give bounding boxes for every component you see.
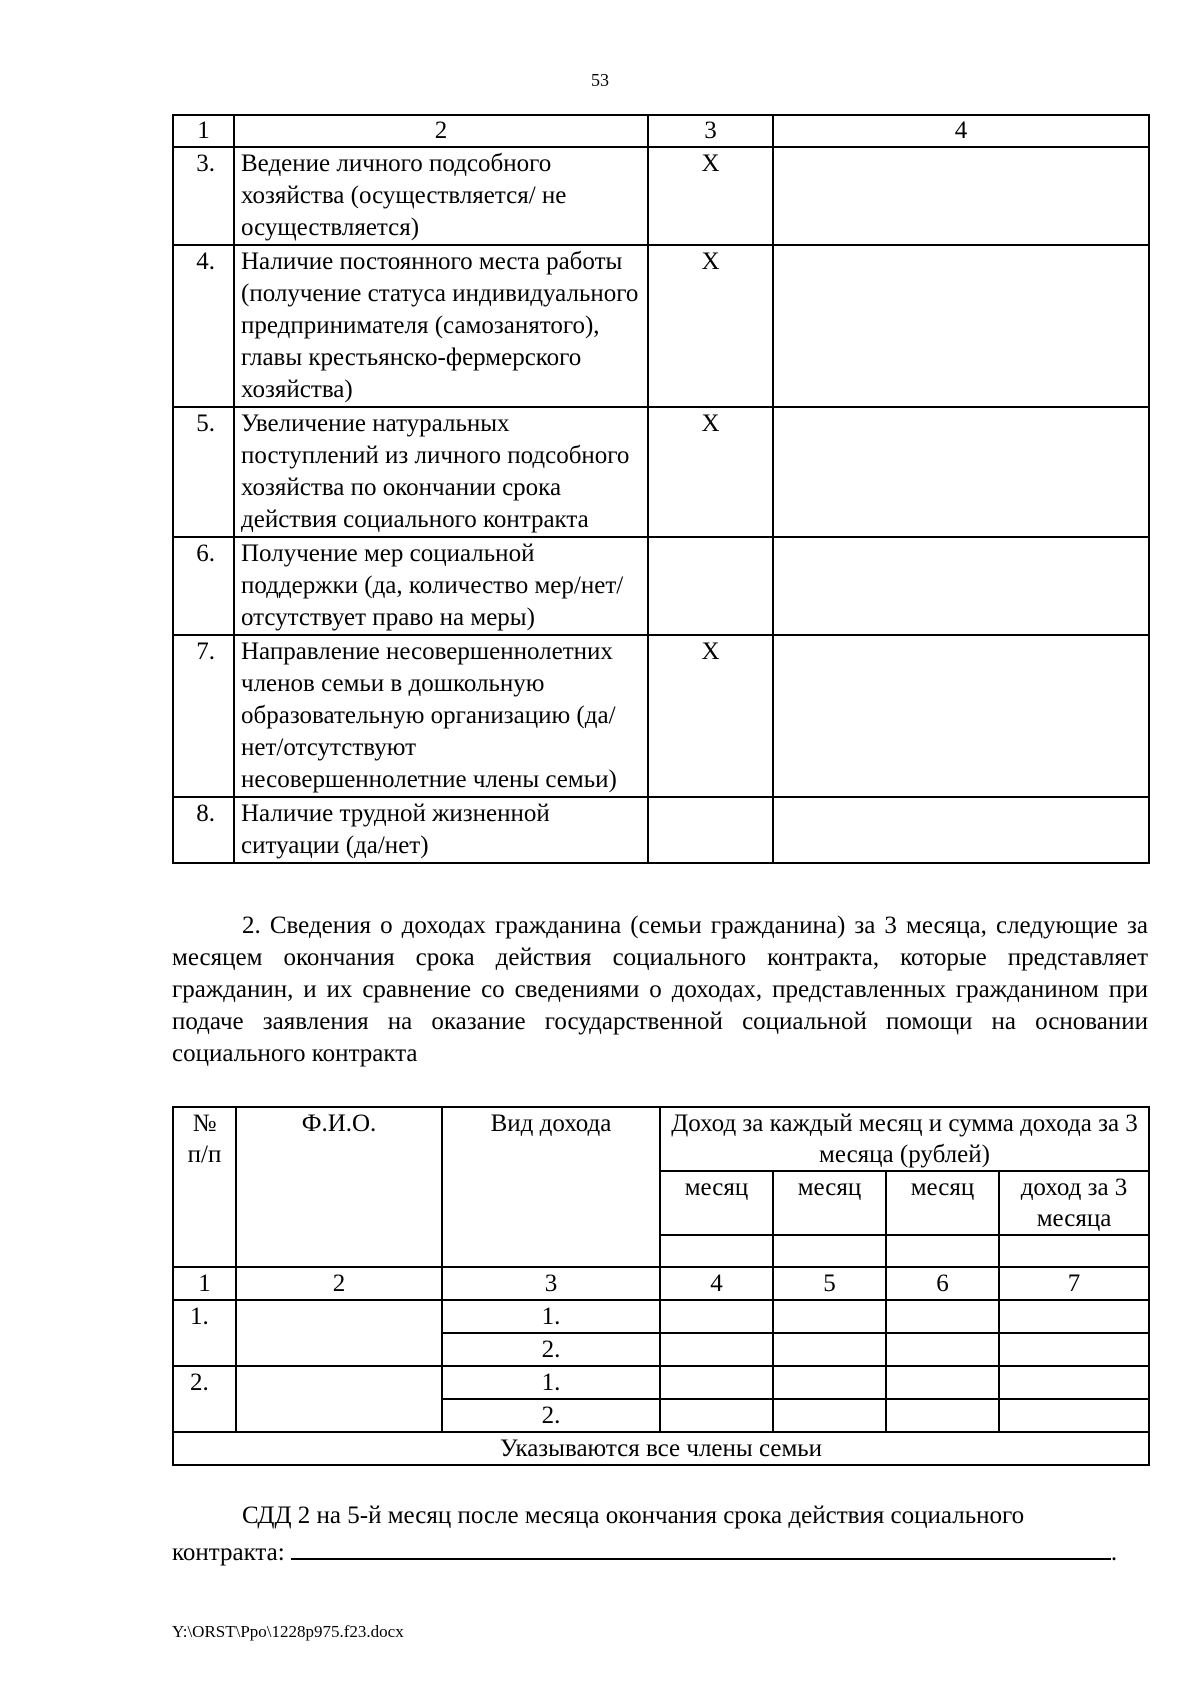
row-number: 4. xyxy=(173,245,234,407)
income-cell xyxy=(886,1333,999,1366)
header-month-2: месяц xyxy=(773,1171,886,1235)
table-row xyxy=(173,635,1149,797)
col-number-3: 3 xyxy=(442,1267,660,1300)
col-number-6: 6 xyxy=(886,1267,999,1300)
header-col-2: 2 xyxy=(234,115,648,147)
row-indicator-text: Получение мер социальной поддержки (да, количество мер/нет/ отсутствует право на меры) xyxy=(234,537,648,635)
blank-total xyxy=(999,1235,1149,1267)
column-number-row xyxy=(173,1267,1149,1300)
row-col4-cell xyxy=(773,147,1149,245)
income-header-row xyxy=(173,1107,1149,1171)
table-header-row xyxy=(173,115,1149,147)
header-total: доход за 3 месяца xyxy=(999,1171,1149,1235)
header-col-3: 3 xyxy=(648,115,773,147)
row-indicator-text: Наличие постоянного места работы (получение статуса индивидуального предпринимателя (самозанятого), главы крестьянско-фермерского хозяйства) xyxy=(234,245,648,407)
row-col3-cell xyxy=(648,537,773,635)
income-cell xyxy=(660,1366,773,1399)
row-col3-cell: Х xyxy=(648,245,773,407)
income-sub-number: 2. xyxy=(442,1399,660,1432)
income-sub-number: 2. xyxy=(442,1333,660,1366)
header-num: № п/п xyxy=(173,1107,236,1267)
income-cell xyxy=(999,1300,1149,1333)
table-row xyxy=(173,407,1149,537)
row-col4-cell xyxy=(773,245,1149,407)
member-number: 1. xyxy=(173,1300,236,1366)
row-indicator-text: Направление несовершеннолетних членов семьи в дошкольную образовательную организацию (да/нет/отсутствуют несовершеннолетние члены семьи) xyxy=(234,635,648,797)
table-row xyxy=(173,1366,1149,1399)
row-number: 8. xyxy=(173,797,234,863)
income-cell xyxy=(999,1333,1149,1366)
income-cell xyxy=(660,1300,773,1333)
header-col-1: 1 xyxy=(173,115,234,147)
member-fio-cell xyxy=(236,1366,442,1432)
sdd-label: контракта: xyxy=(172,1539,285,1566)
table-row xyxy=(173,1300,1149,1333)
header-month-1: месяц xyxy=(660,1171,773,1235)
col-number-1: 1 xyxy=(173,1267,236,1300)
footer-file-path: Y:\ORST\Ppo\1228p975.f23.docx xyxy=(172,1622,404,1641)
table-row xyxy=(173,245,1149,407)
col-number-7: 7 xyxy=(999,1267,1149,1300)
row-col3-cell: Х xyxy=(648,635,773,797)
header-income-type: Вид дохода xyxy=(442,1107,660,1267)
header-month-3: месяц xyxy=(886,1171,999,1235)
table-row xyxy=(173,147,1149,245)
blank-month-1 xyxy=(660,1235,773,1267)
row-col3-cell: Х xyxy=(648,407,773,537)
footer-note-row xyxy=(173,1432,1149,1465)
income-cell xyxy=(773,1399,886,1432)
col-number-5: 5 xyxy=(773,1267,886,1300)
row-indicator-text: Увеличение натуральных поступлений из личного подсобного хозяйства по окончании срока действия социального контракта xyxy=(234,407,648,537)
income-sub-number: 1. xyxy=(442,1366,660,1399)
page-number: 53 xyxy=(591,70,609,90)
row-col4-cell xyxy=(773,797,1149,863)
income-cell xyxy=(773,1366,886,1399)
row-indicator-text: Ведение личного подсобного хозяйства (осуществляется/ не осуществляется) xyxy=(234,147,648,245)
table-row xyxy=(173,797,1149,863)
row-col4-cell xyxy=(773,407,1149,537)
income-cell xyxy=(773,1333,886,1366)
header-col-4: 4 xyxy=(773,115,1149,147)
income-cell xyxy=(773,1300,886,1333)
sdd-blank-field[interactable] xyxy=(291,1532,1111,1560)
income-cell xyxy=(999,1366,1149,1399)
row-col4-cell xyxy=(773,635,1149,797)
row-col4-cell xyxy=(773,537,1149,635)
income-cell xyxy=(886,1399,999,1432)
member-number: 2. xyxy=(173,1366,236,1432)
sdd-line-1: СДД 2 на 5-й месяц после месяца окончания срока действия социального xyxy=(242,1502,1025,1529)
col-number-4: 4 xyxy=(660,1267,773,1300)
income-cell xyxy=(660,1399,773,1432)
blank-month-2 xyxy=(773,1235,886,1267)
income-cell xyxy=(660,1333,773,1366)
col-number-2: 2 xyxy=(236,1267,442,1300)
row-number: 3. xyxy=(173,147,234,245)
table-row xyxy=(173,537,1149,635)
income-table xyxy=(172,1106,1150,1466)
row-col3-cell xyxy=(648,797,773,863)
footer-note: Указываются все члены семьи xyxy=(173,1432,1149,1465)
income-cell xyxy=(886,1300,999,1333)
sdd-period: . xyxy=(1110,1539,1118,1566)
row-number: 5. xyxy=(173,407,234,537)
income-sub-number: 1. xyxy=(442,1300,660,1333)
indicators-table xyxy=(172,114,1150,864)
row-col3-cell: Х xyxy=(648,147,773,245)
row-number: 6. xyxy=(173,537,234,635)
header-income-group: Доход за каждый месяц и сумма дохода за 3 месяца (рублей) xyxy=(660,1107,1149,1171)
section-2-heading: 2. Сведения о доходах гражданина (семьи гражданина) за 3 месяца, следующие за месяцем окончания срока действия социального контракта, которые представляет гражданин, и их сравнение со сведениями о доходах, представленных гражданином при подаче заявления на оказание государственной социальной помощи на основании социального контракта xyxy=(172,912,1148,1067)
row-indicator-text: Наличие трудной жизненной ситуации (да/нет) xyxy=(234,797,648,863)
income-cell xyxy=(886,1366,999,1399)
sdd-line-2 xyxy=(172,1532,1148,1569)
row-number: 7. xyxy=(173,635,234,797)
income-cell xyxy=(999,1399,1149,1432)
member-fio-cell xyxy=(236,1300,442,1366)
header-fio: Ф.И.О. xyxy=(236,1107,442,1267)
blank-month-3 xyxy=(886,1235,999,1267)
